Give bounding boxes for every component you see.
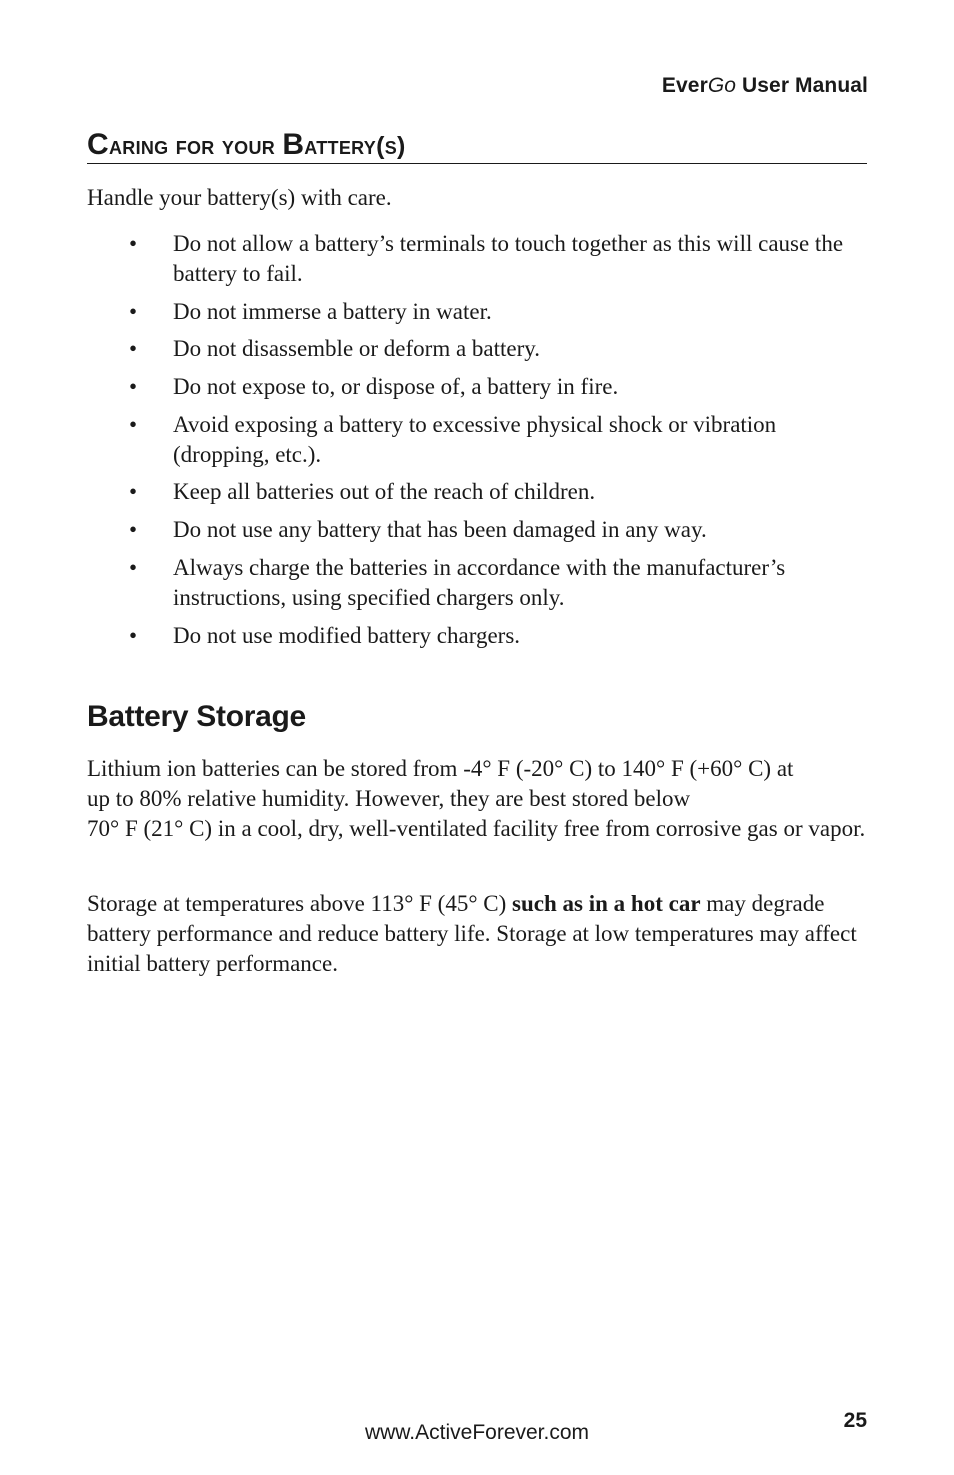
list-item-text: Do not immerse a battery in water. (173, 298, 492, 324)
title-initial-c: C (87, 128, 109, 161)
list-item (87, 372, 867, 402)
list-item-text: Do not disassemble or deform a battery. (173, 336, 541, 362)
bullet-icon: • (129, 622, 138, 648)
list-item (87, 553, 867, 613)
list-item (87, 229, 867, 289)
brand-go: Go (707, 74, 737, 97)
list-item-text: Avoid exposing a battery to excessive physical shock or vibration (dropping, etc.). (173, 411, 777, 467)
storage-paragraph-1 (87, 754, 867, 844)
para2-before: Storage at temperatures above 113° F (45° C) (87, 891, 513, 916)
list-item (87, 297, 867, 327)
bullet-icon: • (129, 336, 138, 362)
bullet-icon: • (129, 298, 138, 324)
list-item-text: Do not allow a battery’s terminals to touch together as this will cause the battery to fail. (173, 231, 844, 286)
bullet-icon: • (129, 374, 138, 400)
bullet-icon: • (129, 479, 138, 505)
list-item-text: Do not use modified battery chargers. (173, 622, 521, 648)
list-item (87, 621, 867, 651)
footer-url: www.ActiveForever.com (364, 1421, 590, 1444)
bullet-icon: • (129, 411, 138, 437)
storage-paragraph-2 (87, 889, 867, 979)
section-title (87, 128, 867, 164)
para2-after: may degrade battery performance and reduce battery life. Storage at low temperatures may affect initial battery performance. (87, 891, 857, 976)
care-bullet-list (87, 229, 867, 658)
list-item-text: Keep all batteries out of the reach of children. (173, 479, 596, 505)
bullet-icon: • (129, 231, 138, 256)
para1-line3: 70° F (21° C) in a cool, dry, well-ventilated facility free from corrosive gas or vapor. (87, 816, 866, 841)
list-item (87, 515, 867, 545)
running-header (662, 74, 868, 98)
intro-text: Handle your battery(s) with care. (87, 185, 392, 210)
manual-label: User Manual (736, 74, 868, 97)
para2-emphasis: such as in a hot car (512, 891, 701, 916)
title-initial-b: B (282, 128, 305, 161)
list-item (87, 477, 867, 507)
bullet-icon: • (129, 517, 138, 543)
bullet-icon: • (129, 554, 138, 580)
title-part-1: aring for your (108, 132, 283, 160)
title-part-2: attery(s) (304, 132, 406, 160)
list-item-text: Do not use any battery that has been damaged in any way. (173, 517, 707, 543)
battery-storage-heading: Battery Storage (87, 700, 306, 733)
para1-line1: Lithium ion batteries can be stored from -4° F (-20° C) to 140° F (+60° C) at (87, 756, 794, 781)
list-item-text: Do not expose to, or dispose of, a battery in fire. (173, 374, 619, 400)
brand-ever: Ever (661, 74, 708, 97)
page-number: 25 (843, 1409, 867, 1432)
list-item (87, 410, 867, 470)
para1-line2: up to 80% relative humidity. However, they are best stored below (87, 786, 691, 811)
list-item-text: Always charge the batteries in accordance with the manufacturer’s instructions, using specified chargers only. (173, 554, 786, 610)
list-item (87, 334, 867, 364)
